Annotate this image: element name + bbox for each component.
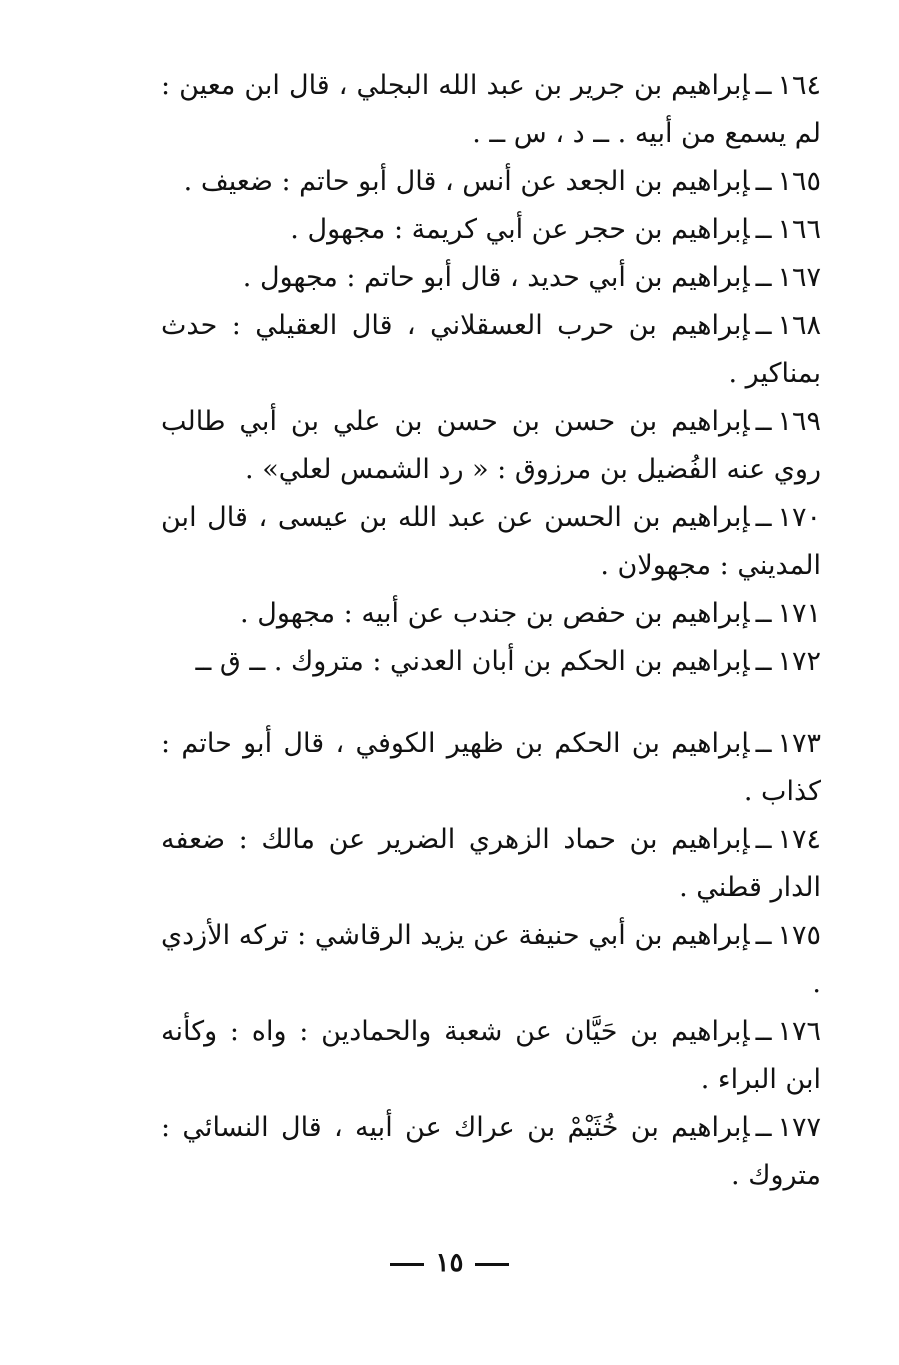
entry-number: ١٦٧ <box>777 262 821 293</box>
entry-number: ١٦٥ <box>777 166 821 197</box>
entry-dash: ــ <box>755 824 772 855</box>
list-item <box>161 206 821 254</box>
entry-text: إبراهيم بن الجعد عن أنس ، قال أبو حاتم : ضعيف . <box>183 166 750 197</box>
entry-dash: ــ <box>755 406 772 437</box>
entry-number: ١٧٠ <box>777 502 821 533</box>
list-item <box>161 816 821 912</box>
entry-number: ١٧٣ <box>777 728 821 759</box>
list-item <box>161 1008 821 1104</box>
entry-number: ١٧٢ <box>777 646 821 677</box>
entry-text: إبراهيم بن الحكم بن أبان العدني : متروك . ــ ق ــ <box>195 646 750 677</box>
entry-number: ١٦٨ <box>777 310 821 341</box>
entry-number: ١٧٥ <box>777 920 821 951</box>
entry-dash: ــ <box>755 1016 772 1047</box>
entry-number: ١٦٦ <box>777 214 821 245</box>
entry-dash: ــ <box>755 598 772 629</box>
entry-number: ١٦٤ <box>777 70 821 101</box>
list-item <box>161 912 821 1008</box>
entry-dash: ــ <box>755 1112 772 1143</box>
entry-text: إبراهيم بن حماد الزهري الضرير عن مالك : ضعفه الدار قطني . <box>161 824 821 903</box>
list-item <box>161 158 821 206</box>
entry-dash: ــ <box>755 646 772 677</box>
list-item <box>161 494 821 590</box>
list-item <box>161 638 821 686</box>
entry-text: إبراهيم بن حَيَّان عن شعبة والحمادين : واه : وكأنه ابن البراء . <box>161 1016 821 1095</box>
entry-text: إبراهيم بن حجر عن أبي كريمة : مجهول . <box>290 214 750 245</box>
entry-dash: ــ <box>755 728 772 759</box>
entry-dash: ــ <box>755 166 772 197</box>
entry-dash: ــ <box>755 214 772 245</box>
entry-number: ١٦٩ <box>777 406 821 437</box>
entry-text: إبراهيم بن حسن بن حسن بن علي بن أبي طالب روي عنه الفُضيل بن مرزوق : « رد الشمس لعلي» . <box>161 406 821 485</box>
entry-text: إبراهيم بن أبي حنيفة عن يزيد الرقاشي : تركه الأزدي . <box>161 920 821 999</box>
list-item <box>161 1104 821 1200</box>
entry-text: إبراهيم بن خُثَيْمْ بن عراك عن أبيه ، قال النسائي : متروك . <box>161 1112 821 1191</box>
page-footer <box>0 1248 899 1278</box>
entry-dash: ــ <box>755 920 772 951</box>
list-item <box>161 590 821 638</box>
entries-list <box>161 62 821 1200</box>
list-item <box>161 62 821 158</box>
entry-number: ١٧٤ <box>777 824 821 855</box>
list-item <box>161 254 821 302</box>
entry-text: إبراهيم بن الحكم بن ظهير الكوفي ، قال أبو حاتم : كذاب . <box>161 728 821 807</box>
page-number: ١٥ <box>435 1248 464 1278</box>
entry-text: إبراهيم بن الحسن عن عبد الله بن عيسى ، قال ابن المديني : مجهولان . <box>161 502 821 581</box>
footer-rule-right <box>475 1263 509 1266</box>
entry-number: ١٧٧ <box>777 1112 821 1143</box>
entry-number: ١٧٦ <box>777 1016 821 1047</box>
section-gap <box>161 686 821 720</box>
list-item <box>161 302 821 398</box>
footer-rule-left <box>390 1263 424 1266</box>
entry-dash: ــ <box>755 502 772 533</box>
list-item <box>161 720 821 816</box>
entry-text: إبراهيم بن جرير بن عبد الله البجلي ، قال ابن معين : لم يسمع من أبيه . ــ د ، س ــ . <box>161 70 821 149</box>
entry-text: إبراهيم بن حفص بن جندب عن أبيه : مجهول . <box>240 598 750 629</box>
list-item <box>161 398 821 494</box>
entry-text: إبراهيم بن أبي حديد ، قال أبو حاتم : مجهول . <box>242 262 750 293</box>
entry-number: ١٧١ <box>777 598 821 629</box>
entry-dash: ــ <box>755 310 772 341</box>
entry-text: إبراهيم بن حرب العسقلاني ، قال العقيلي : حدث بمناكير . <box>161 310 821 389</box>
entry-dash: ــ <box>755 70 772 101</box>
entry-dash: ــ <box>755 262 772 293</box>
